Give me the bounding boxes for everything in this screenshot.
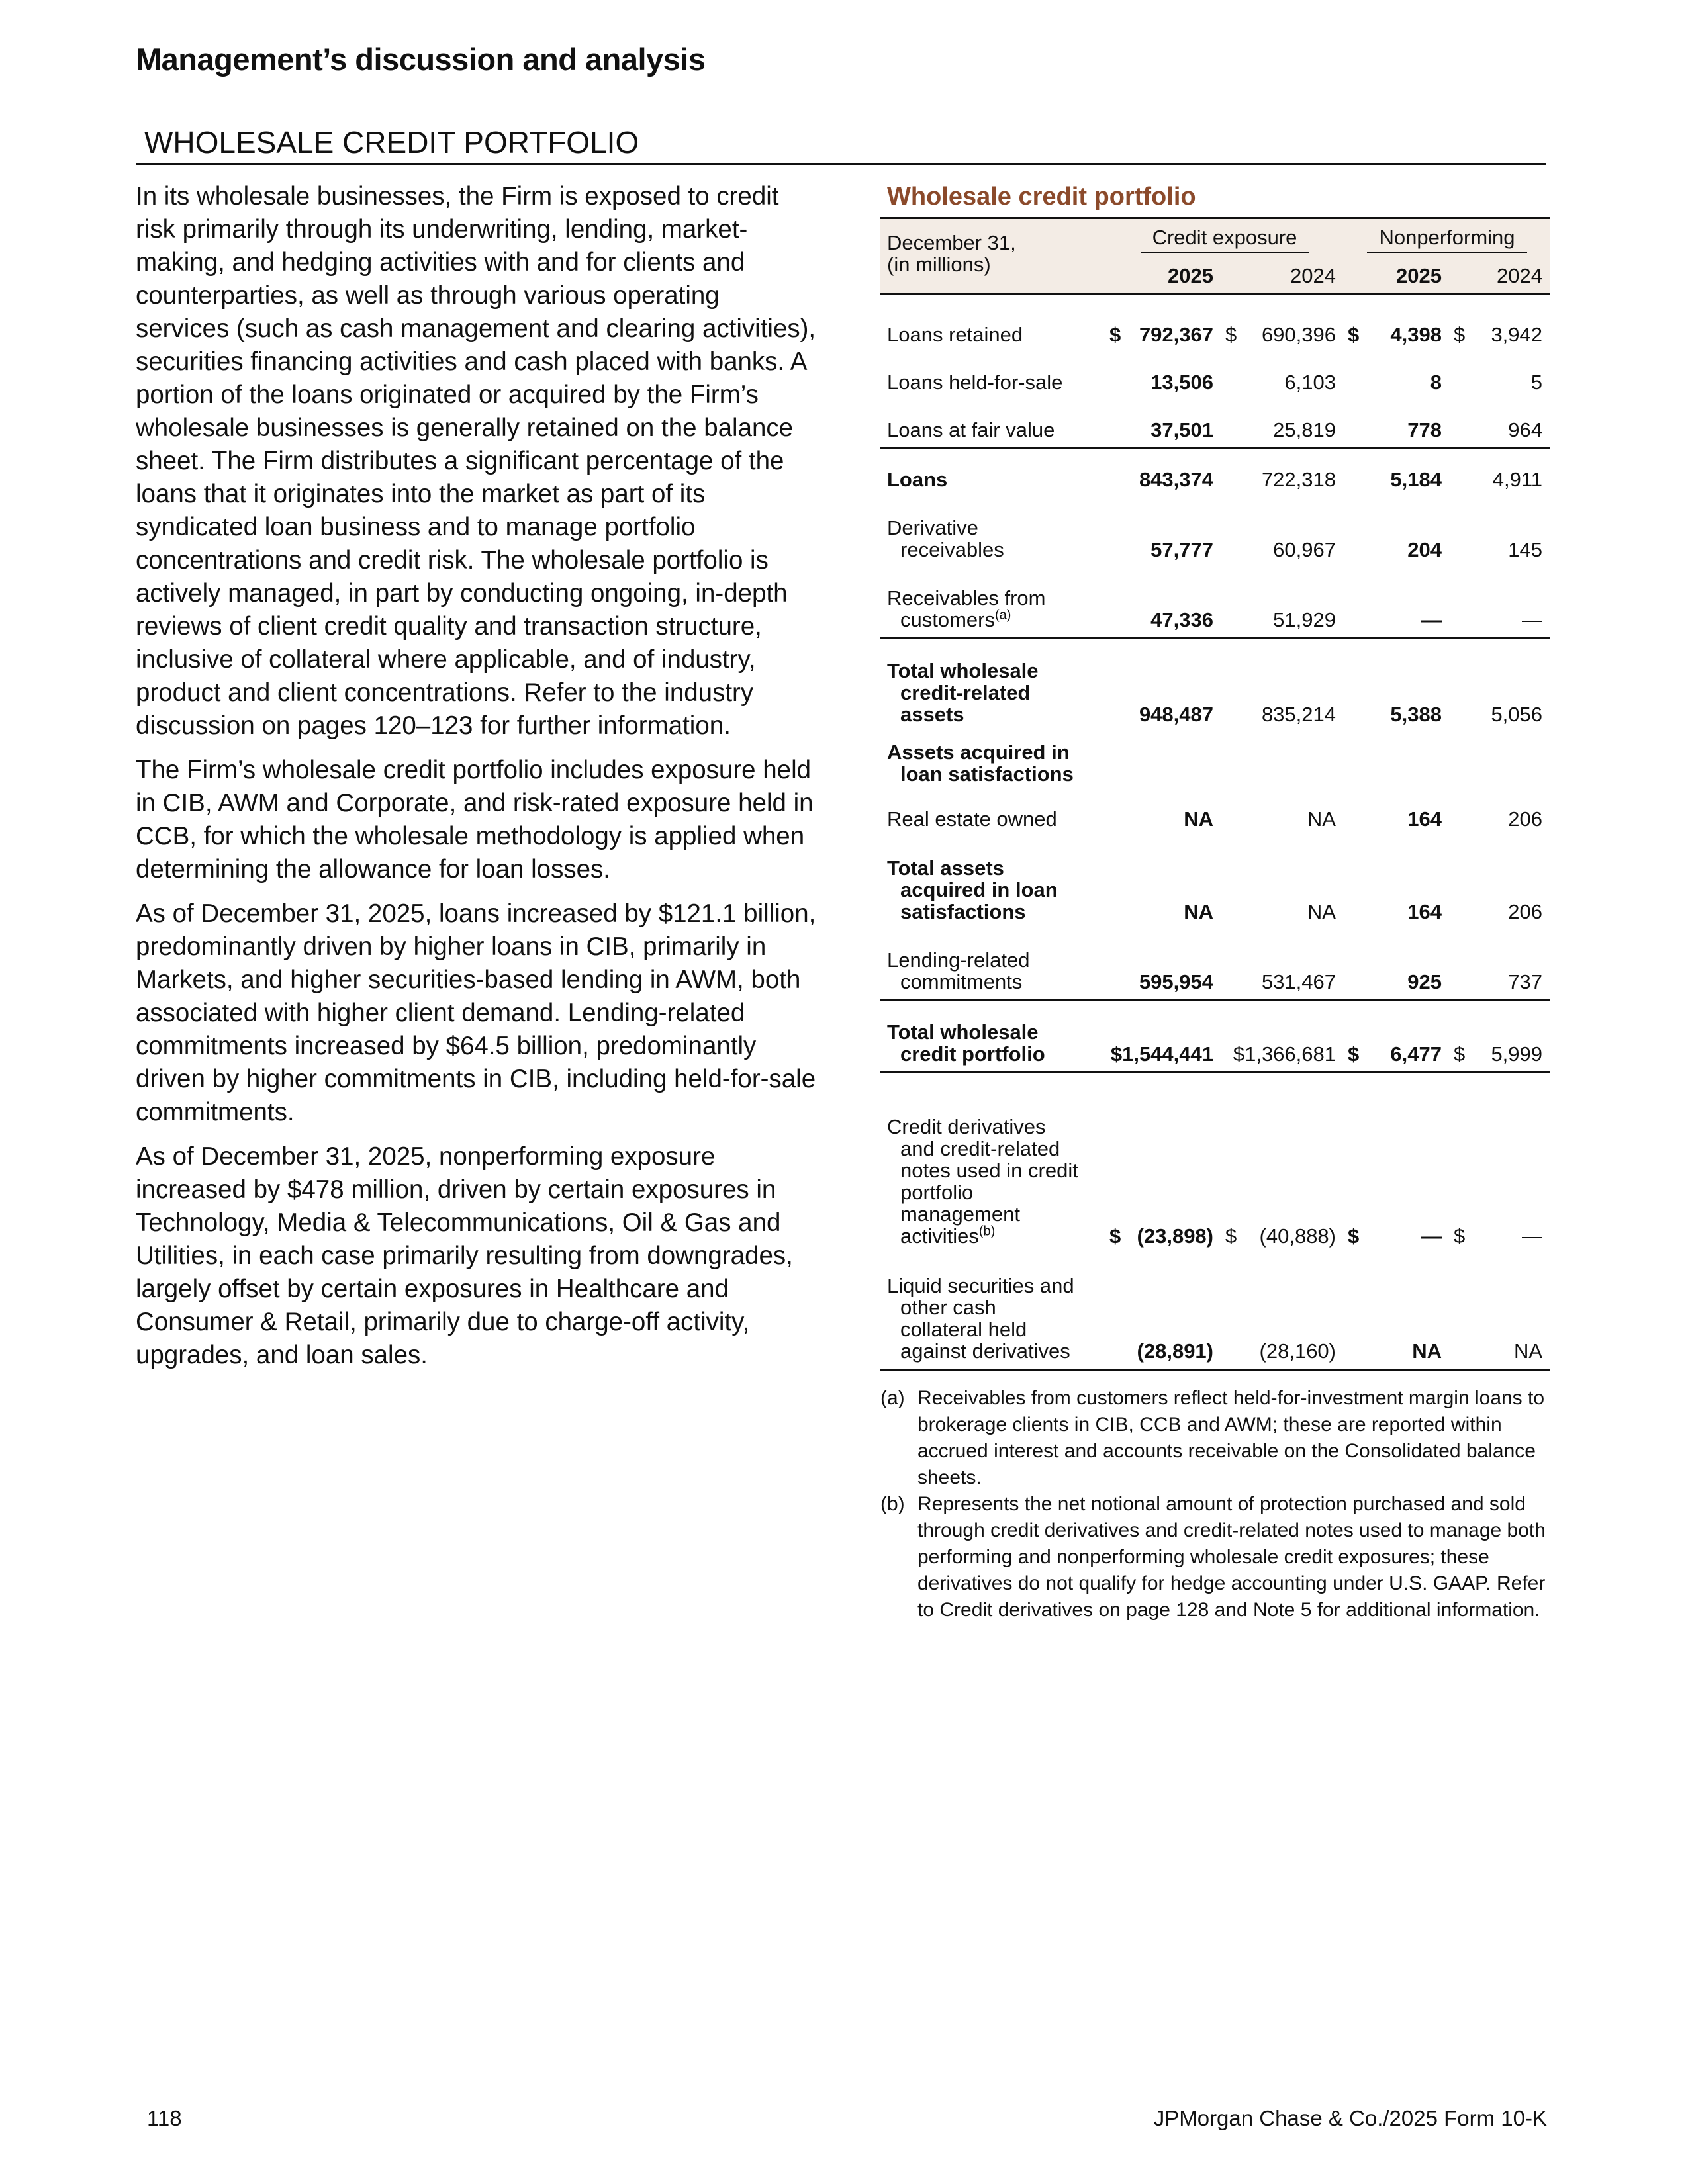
- year-header: 2024: [1290, 263, 1336, 287]
- row-label: Total wholesale credit portfolio: [887, 1021, 1045, 1066]
- cell-value: 6,103: [1284, 371, 1336, 394]
- cell-value: 13,506: [1150, 371, 1213, 394]
- paragraph: In its wholesale businesses, the Firm is exposed to credit risk primarily through its underwriting, lending, market-making, and hedging activities with and for clients and counterparties, as well as through various operating services (such as cash management and clearing activities), securities financing activities and cash placed with banks. A portion of the loans originated or acquired by the Firm’s wholesale businesses is generally retained on the balance sheet. The Firm distributes a significant percentage of the loans that it originates into the market as part of its syndicated loan business and to manage portfolio concentrations and credit risk. The wholesale portfolio is actively managed, in part by conducting ongoing, in-depth reviews of client credit quality and transaction structure, inclusive of collateral where applicable, and of industry, product and client concentrations. Refer to the industry discussion on pages 120–123 for further information.: [136, 182, 816, 740]
- row-label: Total wholesale credit-related assets: [887, 659, 1039, 726]
- row-label: Total assets acquired in loan satisfactions: [887, 856, 1058, 923]
- table-row: [880, 837, 1550, 929]
- cell-value: 948,487: [1139, 703, 1213, 726]
- cell-value: 835,214: [1261, 703, 1336, 726]
- footnote: [880, 1385, 1550, 1491]
- footnote-ref: (a): [994, 608, 1011, 623]
- section-divider: [136, 163, 1546, 165]
- group-header-credit-exposure: Credit exposure: [1105, 218, 1344, 258]
- cell-value: $ 4,398: [1348, 323, 1442, 346]
- row-label: Receivables from customers$^{(a)}$: [887, 586, 1046, 631]
- cell-value: 5,184: [1390, 468, 1442, 491]
- table-row: [880, 449, 1550, 498]
- paragraph: The Firm’s wholesale credit portfolio includes exposure held in CIB, AWM and Corporate, and risk-rated exposure held in CCB, for which the wholesale methodology is applied when determining the allowance for loan losses.: [136, 756, 814, 884]
- cell-value: 164: [1407, 807, 1442, 831]
- header-label: [880, 218, 1105, 295]
- cell-value: 145: [1508, 538, 1543, 561]
- footnote-text: Represents the net notional amount of protection purchased and sold through credit derivatives and credit-related notes used to manage both performing and nonperforming wholesale credit exposures; these derivatives do not qualify for hedge accounting under U.S. GAAP. Refer to Credit derivatives on page 128 and Note 5 for additional information.: [917, 1493, 1546, 1621]
- cell-value: 722,318: [1261, 468, 1336, 491]
- cell-value: $ (23,898): [1109, 1224, 1213, 1248]
- row-label: Assets acquired in loan satisfactions: [887, 741, 1074, 786]
- table-row: [880, 1253, 1550, 1370]
- page-number: 118: [147, 2106, 182, 2130]
- cell-value: $1,366,681: [1233, 1042, 1336, 1066]
- cell-value: (28,891): [1137, 1340, 1213, 1363]
- cell-value: $ (40,888): [1225, 1224, 1336, 1248]
- cell-value: 57,777: [1150, 538, 1213, 561]
- paragraph: As of December 31, 2025, loans increased by $121.1 billion, predominantly driven by higher loans in CIB, primarily in Markets, and higher securities-based lending in AWM, both associated with higher client demand. Lending-related commitments increased by $64.5 billion, predominantly driven by higher commitments in CIB, including held-for-sale commitments.: [136, 899, 816, 1126]
- body-text: [136, 180, 818, 1383]
- year-header: 2025: [1396, 263, 1442, 287]
- row-label: Loans retained: [887, 323, 1023, 346]
- table-footnotes: [880, 1385, 1550, 1623]
- cell-value: NA: [1412, 1340, 1442, 1363]
- cell-value: 925: [1407, 970, 1442, 993]
- year-header: 2025: [1168, 263, 1213, 287]
- cell-value: 4,911: [1492, 468, 1543, 491]
- cell-value: NA: [1184, 900, 1213, 923]
- year-header: 2024: [1497, 263, 1543, 287]
- table-row: [880, 929, 1550, 1001]
- cell-value: NA: [1307, 900, 1336, 923]
- cell-value: 204: [1407, 538, 1442, 561]
- cell-value: 531,467: [1261, 970, 1336, 993]
- wholesale-credit-table: [880, 217, 1550, 1371]
- cell-value: —: [1421, 608, 1442, 631]
- page-title: Management’s discussion and analysis: [136, 42, 706, 77]
- cell-value: 37,501: [1150, 418, 1213, 441]
- cell-value: $ 6,477: [1348, 1042, 1442, 1066]
- section-title: WHOLESALE CREDIT PORTFOLIO: [144, 125, 639, 159]
- table-row: [880, 352, 1550, 400]
- cell-value: 737: [1508, 970, 1543, 993]
- cell-value: 51,929: [1273, 608, 1336, 631]
- table-row: [880, 1001, 1550, 1073]
- cell-value: 206: [1508, 807, 1543, 831]
- cell-value: 964: [1508, 418, 1543, 441]
- publication-footer: JPMorgan Chase & Co./2025 Form 10-K: [1153, 2106, 1547, 2130]
- cell-value: 206: [1508, 900, 1543, 923]
- footnote-ref: (b): [978, 1224, 996, 1239]
- cell-value: 47,336: [1150, 608, 1213, 631]
- row-label: Loans at fair value: [887, 418, 1055, 441]
- cell-value: 25,819: [1273, 418, 1336, 441]
- group-header-nonperforming: Nonperforming: [1344, 218, 1550, 258]
- footnote-text: Receivables from customers reflect held-for-investment margin loans to brokerage clients in CIB, CCB and AWM; these are reported within accrued interest and accounts receivable on the Consolidated balance sheets.: [917, 1387, 1545, 1488]
- table-row: [880, 567, 1550, 639]
- cell-value: 8: [1430, 371, 1442, 394]
- cell-value: $1,544,441: [1110, 1042, 1213, 1066]
- row-label: Liquid securities and other cash collateral held against derivatives: [887, 1274, 1074, 1363]
- table-row: [880, 732, 1550, 789]
- cell-value: (28,160): [1259, 1340, 1336, 1363]
- row-label: Loans: [887, 468, 948, 491]
- header-label-line: December 31,: [887, 231, 1016, 254]
- table-title: Wholesale credit portfolio: [887, 183, 1196, 210]
- cell-value: NA: [1184, 807, 1213, 831]
- cell-value: 60,967: [1273, 538, 1336, 561]
- table-row: [880, 400, 1550, 449]
- cell-value: $ —: [1454, 1224, 1543, 1248]
- cell-value: 5: [1530, 371, 1543, 394]
- cell-value: $ 792,367: [1109, 323, 1213, 346]
- footnote-key: (b): [880, 1493, 905, 1515]
- cell-value: —: [1522, 608, 1543, 631]
- cell-value: NA: [1307, 807, 1336, 831]
- paragraph: As of December 31, 2025, nonperforming exposure increased by $478 million, driven by certain exposures in Technology, Media & Telecommunications, Oil & Gas and Utilities, in each case primarily resulting from downgrades, largely offset by certain exposures in Healthcare and Consumer & Retail, primarily due to charge-off activity, upgrades, and loan sales.: [136, 1142, 793, 1369]
- row-label: Lending-related commitments: [887, 948, 1030, 993]
- header-label-line: (in millions): [887, 253, 991, 276]
- row-label: Derivative receivables: [887, 516, 1004, 561]
- row-label: Credit derivatives and credit-related notes used in credit portfolio management activities$^{(b)}$: [887, 1115, 1078, 1248]
- credit-portfolio-panel: [880, 180, 1550, 1623]
- row-label: Real estate owned: [887, 807, 1057, 831]
- cell-value: NA: [1513, 1340, 1543, 1363]
- cell-value: $ 690,396: [1225, 323, 1336, 346]
- table-row: [880, 639, 1550, 733]
- footnote-key: (a): [880, 1387, 905, 1409]
- table-row: [880, 789, 1550, 837]
- cell-value: 843,374: [1139, 468, 1213, 491]
- cell-value: $ —: [1348, 1224, 1442, 1248]
- cell-value: 5,056: [1491, 703, 1543, 726]
- cell-value: 595,954: [1139, 970, 1213, 993]
- table-row: [880, 497, 1550, 567]
- cell-value: 164: [1407, 900, 1442, 923]
- cell-value: $ 5,999: [1454, 1042, 1543, 1066]
- footnote: [880, 1491, 1550, 1623]
- cell-value: $ 3,942: [1454, 323, 1543, 346]
- row-label: Loans held-for-sale: [887, 371, 1063, 394]
- cell-value: 778: [1407, 418, 1442, 441]
- cell-value: 5,388: [1390, 703, 1442, 726]
- table-row: [880, 1073, 1550, 1254]
- table-row: [880, 295, 1550, 353]
